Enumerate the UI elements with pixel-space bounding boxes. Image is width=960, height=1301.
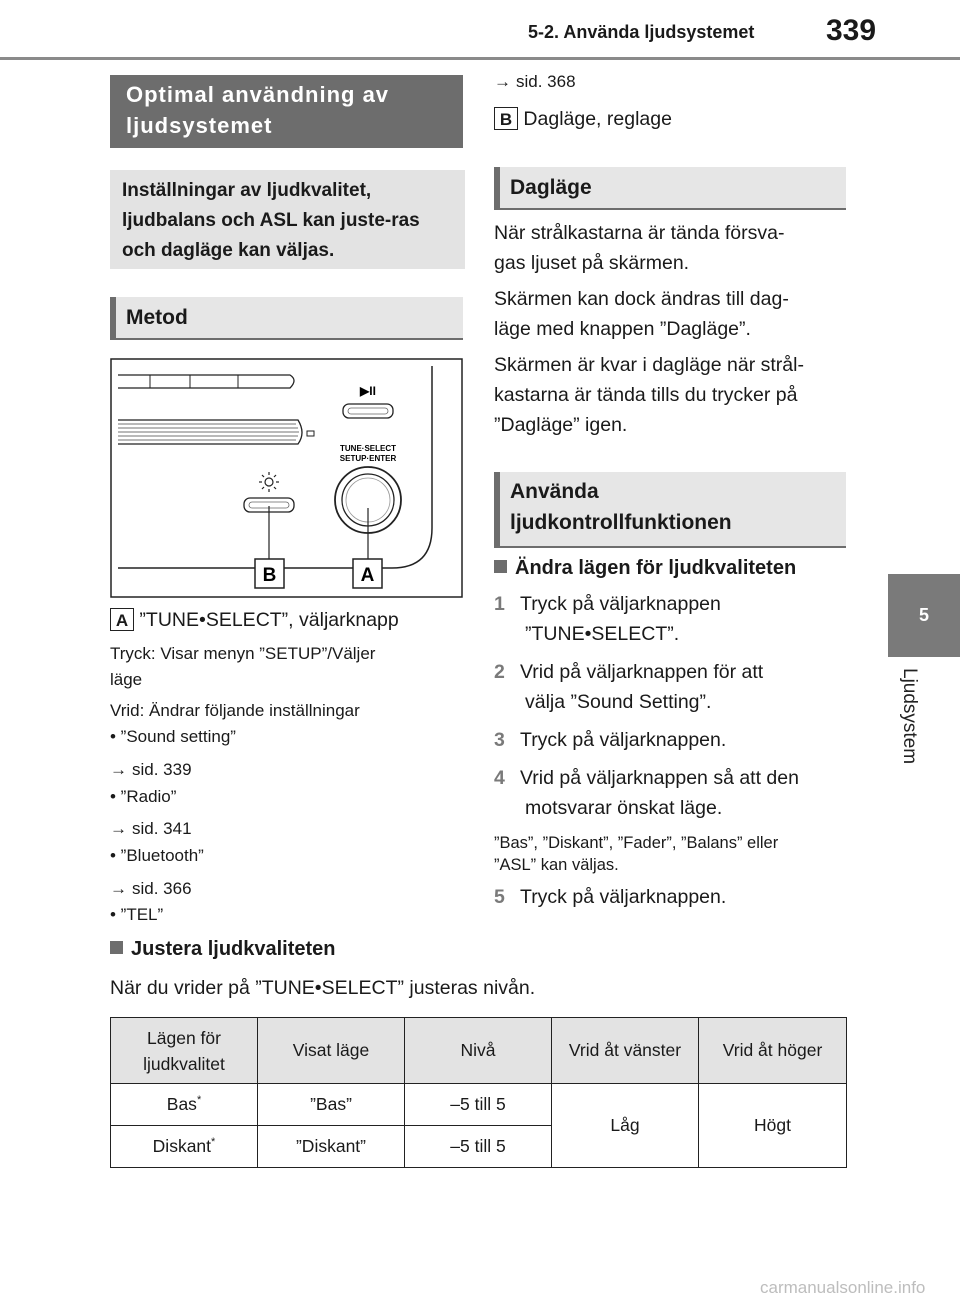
- header-divider: [0, 57, 960, 60]
- footnote-mark: *: [196, 1094, 202, 1107]
- table-header: Vrid åt vänster: [552, 1018, 699, 1084]
- method-heading: Metod: [110, 297, 463, 340]
- step-4-cont: motsvarar önskat läge.: [525, 797, 723, 819]
- adjust-heading: [110, 938, 336, 961]
- step-1: [494, 589, 721, 619]
- daylight-p1-l2: gas ljuset på skärmen.: [494, 252, 690, 274]
- mode-name: Diskant: [152, 1136, 212, 1156]
- page-number: 339: [826, 14, 877, 47]
- step-text: Vrid på väljarknappen så att den: [520, 767, 799, 789]
- step-text: Tryck på väljarknappen: [520, 593, 721, 615]
- table-header: Nivå: [405, 1018, 552, 1084]
- bullet-sound: • ”Sound setting”: [110, 727, 236, 746]
- note-line-1: ”Bas”, ”Diskant”, ”Fader”, ”Balans” eller: [494, 834, 779, 852]
- mode-name: Bas: [166, 1094, 197, 1114]
- mode-heading-text: Ändra lägen för ljudkvaliteten: [515, 557, 797, 579]
- ref-bluetooth: [110, 876, 192, 902]
- table-cell: Högt: [699, 1084, 847, 1168]
- item-b: [494, 104, 672, 134]
- bullet-radio: • ”Radio”: [110, 787, 177, 806]
- marker-a: A: [110, 608, 134, 631]
- table-cell: ”Bas”: [258, 1084, 405, 1126]
- table-header-row: [111, 1018, 847, 1084]
- table-header: Lägen för ljudkvalitet: [111, 1018, 258, 1084]
- daylight-heading: Dagläge: [494, 167, 846, 210]
- marker-b: B: [494, 107, 518, 130]
- press-line-1: Tryck: Visar menyn ”SETUP”/Väljer: [110, 644, 376, 663]
- adjust-heading-text: Justera ljudkvaliteten: [131, 938, 336, 960]
- ref-top: [494, 69, 576, 95]
- table-cell: Låg: [552, 1084, 699, 1168]
- knob-label-1: TUNE·SELECT: [340, 444, 396, 453]
- chapter-label: Ljudsystem: [899, 668, 920, 765]
- table-header: Visat läge: [258, 1018, 405, 1084]
- daylight-p2-l1: Skärmen kan dock ändras till dag-: [494, 288, 789, 310]
- item-a: [110, 605, 465, 635]
- table-header: Vrid åt höger: [699, 1018, 847, 1084]
- arrow-icon: →: [110, 879, 127, 898]
- square-bullet-icon: [494, 560, 507, 573]
- section-title: 5-2. Använda ljudsystemet: [528, 22, 755, 42]
- item-b-title: Dagläge, reglage: [523, 108, 672, 130]
- ref-radio-text[interactable]: sid. 341: [132, 819, 192, 838]
- controls-heading: [494, 472, 846, 548]
- arrow-icon: →: [494, 72, 511, 91]
- ref-top-text[interactable]: sid. 368: [516, 72, 576, 91]
- daylight-p2-l2: läge med knappen ”Dagläge”.: [494, 318, 751, 340]
- step-number: 2: [494, 661, 505, 683]
- control-panel-diagram: [110, 358, 463, 598]
- step-2-cont: välja ”Sound Setting”.: [525, 691, 712, 713]
- sound-quality-table: [110, 1017, 847, 1168]
- step-text: Tryck på väljarknappen.: [520, 729, 727, 751]
- callout-a: A: [360, 565, 375, 586]
- table-cell: –5 till 5: [405, 1084, 552, 1126]
- bullet-bluetooth: • ”Bluetooth”: [110, 846, 204, 865]
- daylight-p3-l2: kastarna är tända tills du trycker på: [494, 384, 798, 406]
- main-heading: Optimal användning av ljudsystemet: [110, 75, 463, 148]
- step-text: Vrid på väljarknappen för att: [520, 661, 764, 683]
- ref-sound-text[interactable]: sid. 339: [132, 760, 192, 779]
- watermark: carmanualsonline.info: [760, 1278, 926, 1297]
- ref-sound: [110, 757, 192, 783]
- step-text: Tryck på väljarknappen.: [520, 886, 727, 908]
- knob-label-2: SETUP·ENTER: [339, 454, 397, 463]
- table-row: [111, 1084, 847, 1126]
- play-pause-icon: ▶︎II: [360, 384, 376, 398]
- step-1-cont: ”TUNE•SELECT”.: [525, 623, 680, 645]
- step-3: [494, 725, 726, 755]
- table-cell: –5 till 5: [405, 1126, 552, 1168]
- controls-heading-line-1: Använda: [510, 480, 599, 503]
- chapter-number: 5: [918, 605, 929, 625]
- controls-heading-line-2: ljudkontrollfunktionen: [510, 511, 732, 534]
- arrow-icon: →: [110, 819, 127, 838]
- table-cell: ”Diskant”: [258, 1126, 405, 1168]
- chapter-tab: [888, 574, 960, 657]
- daylight-p3-l3: ”Dagläge” igen.: [494, 414, 628, 436]
- callout-b: B: [262, 565, 277, 586]
- step-number: 5: [494, 886, 505, 908]
- bullet-tel: • ”TEL”: [110, 905, 164, 924]
- square-bullet-icon: [110, 941, 123, 954]
- footnote-mark: *: [211, 1136, 216, 1149]
- table-cell: [111, 1126, 258, 1168]
- step-5: [494, 882, 726, 912]
- item-a-title: ”TUNE•SELECT”, väljarknapp: [139, 609, 399, 631]
- step-number: 1: [494, 593, 505, 615]
- ref-bluetooth-text[interactable]: sid. 366: [132, 879, 192, 898]
- step-number: 4: [494, 767, 505, 789]
- daylight-p1-l1: När strålkastarna är tända försva-: [494, 222, 785, 244]
- step-2: [494, 657, 763, 687]
- ref-radio: [110, 816, 192, 842]
- arrow-icon: →: [110, 760, 127, 779]
- turn-line: Vrid: Ändrar följande inställningar: [110, 701, 360, 720]
- table-cell: [111, 1084, 258, 1126]
- mode-heading: [494, 557, 796, 580]
- press-line-2: läge: [110, 670, 143, 689]
- step-number: 3: [494, 729, 505, 751]
- intro-box: Inställningar av ljudkvalitet, ljudbalans och ASL kan juste-ras och dagläge kan väljas.: [110, 170, 465, 269]
- daylight-p3-l1: Skärmen är kvar i dagläge när strål-: [494, 354, 804, 376]
- note-line-2: ”ASL” kan väljas.: [494, 856, 619, 874]
- step-4: [494, 763, 799, 793]
- adjust-text: När du vrider på ”TUNE•SELECT” justeras nivån.: [110, 977, 536, 999]
